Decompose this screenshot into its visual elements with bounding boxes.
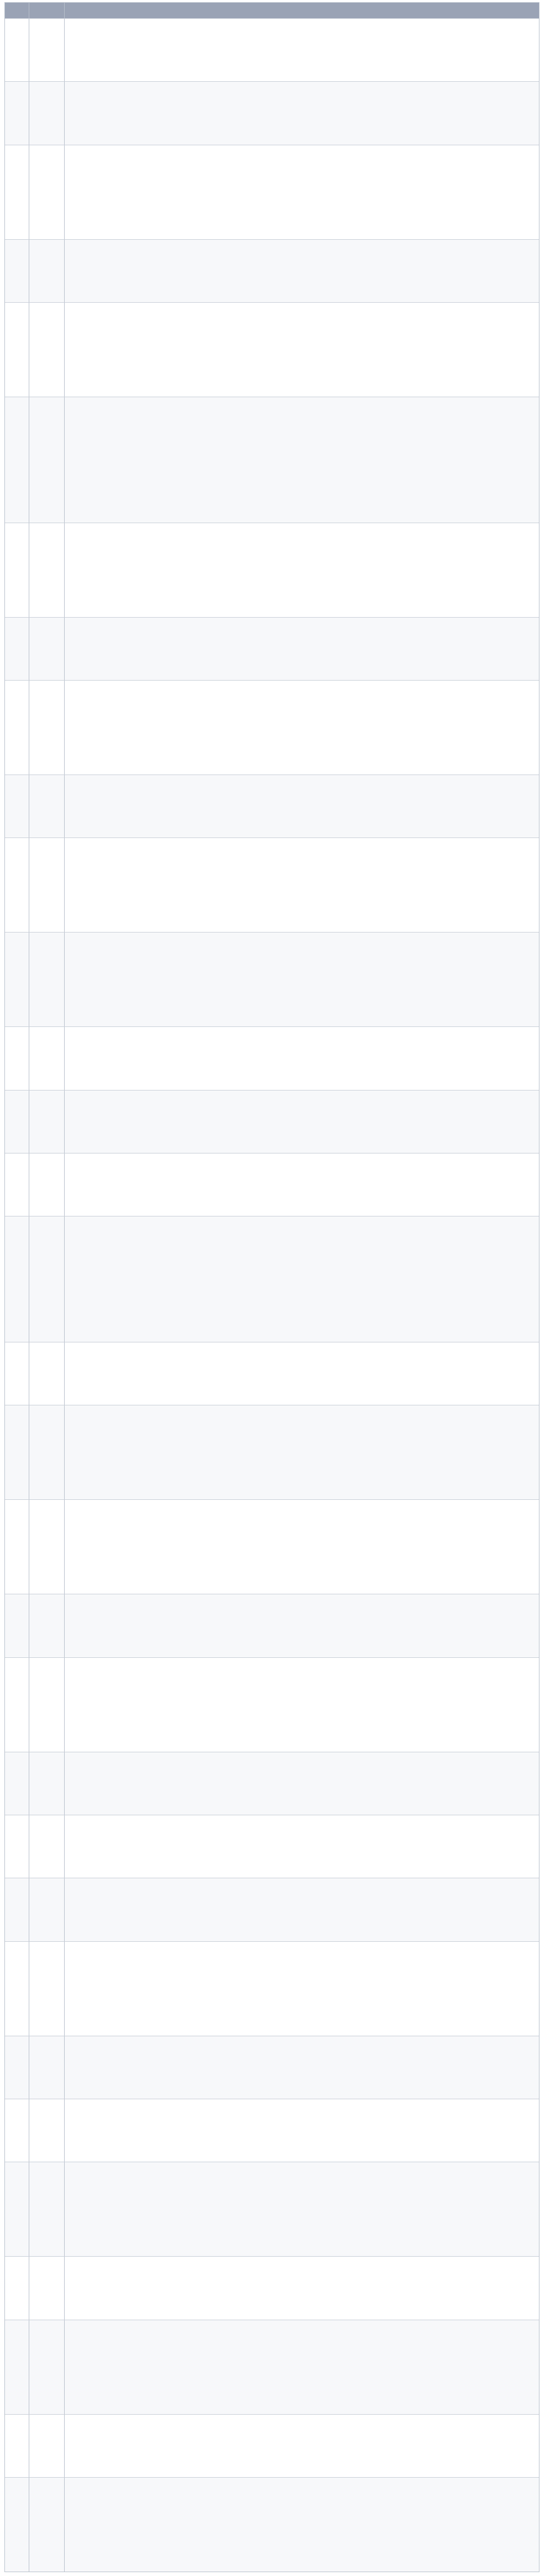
row-region xyxy=(29,2036,65,2099)
row-content xyxy=(65,1500,539,1594)
table-row xyxy=(5,932,539,1026)
row-date xyxy=(5,681,29,775)
header-date xyxy=(5,3,29,18)
row-date xyxy=(5,145,29,239)
row-date xyxy=(5,775,29,837)
table-row xyxy=(5,2162,539,2256)
row-region xyxy=(29,775,65,837)
row-content xyxy=(65,397,539,523)
row-content xyxy=(65,1091,539,1153)
table-row xyxy=(5,617,539,680)
row-region xyxy=(29,1942,65,2036)
row-region xyxy=(29,1878,65,1941)
row-content xyxy=(65,1942,539,2036)
table-row xyxy=(5,2099,539,2162)
row-content xyxy=(65,681,539,775)
row-content xyxy=(65,1594,539,1657)
row-content xyxy=(65,2257,539,2319)
row-date xyxy=(5,1752,29,1815)
row-date xyxy=(5,1878,29,1941)
table-row xyxy=(5,2036,539,2099)
table-row xyxy=(5,680,539,775)
row-date xyxy=(5,2099,29,2162)
row-content xyxy=(65,838,539,932)
row-date xyxy=(5,1815,29,1878)
row-region xyxy=(29,240,65,302)
row-date xyxy=(5,1500,29,1594)
row-content xyxy=(65,2099,539,2162)
row-date xyxy=(5,933,29,1026)
row-date xyxy=(5,1405,29,1499)
table-row xyxy=(5,2414,539,2477)
row-content xyxy=(65,303,539,397)
table-row xyxy=(5,1752,539,1815)
table-row xyxy=(5,2477,539,2572)
table-row xyxy=(5,81,539,144)
row-region xyxy=(29,2478,65,2572)
row-date xyxy=(5,303,29,397)
row-date xyxy=(5,838,29,932)
row-content xyxy=(65,1216,539,1342)
row-region xyxy=(29,618,65,680)
row-region xyxy=(29,1658,65,1752)
row-content xyxy=(65,523,539,617)
row-date xyxy=(5,1594,29,1657)
table-row xyxy=(5,397,539,523)
row-content xyxy=(65,82,539,144)
table-row xyxy=(5,2320,539,2414)
row-region xyxy=(29,1342,65,1405)
row-region xyxy=(29,838,65,932)
row-date xyxy=(5,2415,29,2477)
row-date xyxy=(5,19,29,81)
row-content xyxy=(65,1658,539,1752)
row-region xyxy=(29,1153,65,1216)
table-row xyxy=(5,1941,539,2036)
table-row xyxy=(5,1342,539,1405)
table-row xyxy=(5,302,539,397)
row-date xyxy=(5,2320,29,2414)
row-date xyxy=(5,1942,29,2036)
row-content xyxy=(65,1405,539,1499)
row-region xyxy=(29,303,65,397)
table-row xyxy=(5,1026,539,1089)
row-region xyxy=(29,397,65,523)
row-date xyxy=(5,240,29,302)
row-content xyxy=(65,775,539,837)
row-content xyxy=(65,2036,539,2099)
row-region xyxy=(29,2099,65,2162)
table-row xyxy=(5,1657,539,1752)
row-date xyxy=(5,1153,29,1216)
table-row xyxy=(5,1815,539,1878)
table-row xyxy=(5,239,539,302)
row-content xyxy=(65,618,539,680)
row-content xyxy=(65,2478,539,2572)
row-region xyxy=(29,145,65,239)
table-row xyxy=(5,775,539,837)
row-content xyxy=(65,1752,539,1815)
row-content xyxy=(65,2415,539,2477)
table-row xyxy=(5,1216,539,1342)
row-region xyxy=(29,2162,65,2256)
row-region xyxy=(29,2257,65,2319)
row-content xyxy=(65,240,539,302)
row-content xyxy=(65,19,539,81)
row-region xyxy=(29,681,65,775)
table-row xyxy=(5,1878,539,1941)
row-date xyxy=(5,523,29,617)
row-content xyxy=(65,1027,539,1089)
row-content xyxy=(65,1815,539,1878)
table-row xyxy=(5,523,539,617)
table-row xyxy=(5,1153,539,1216)
table-row xyxy=(5,1090,539,1153)
row-date xyxy=(5,2257,29,2319)
row-region xyxy=(29,2415,65,2477)
row-date xyxy=(5,1342,29,1405)
row-date xyxy=(5,2036,29,2099)
table-row xyxy=(5,145,539,239)
row-region xyxy=(29,2320,65,2414)
row-region xyxy=(29,1594,65,1657)
row-region xyxy=(29,1027,65,1089)
row-date xyxy=(5,82,29,144)
table-header xyxy=(5,3,539,18)
row-content xyxy=(65,1878,539,1941)
table-row xyxy=(5,837,539,932)
row-content xyxy=(65,1153,539,1216)
row-date xyxy=(5,2478,29,2572)
row-date xyxy=(5,618,29,680)
row-date xyxy=(5,397,29,523)
table-row xyxy=(5,18,539,81)
row-content xyxy=(65,2162,539,2256)
row-region xyxy=(29,1216,65,1342)
table-row xyxy=(5,1405,539,1499)
row-region xyxy=(29,1815,65,1878)
row-region xyxy=(29,1091,65,1153)
header-content xyxy=(65,3,539,18)
row-region xyxy=(29,1752,65,1815)
header-region xyxy=(29,3,65,18)
table-row xyxy=(5,2256,539,2319)
table-body xyxy=(5,18,539,2572)
row-date xyxy=(5,1658,29,1752)
row-date xyxy=(5,1027,29,1089)
row-date xyxy=(5,2162,29,2256)
row-date xyxy=(5,1091,29,1153)
row-region xyxy=(29,19,65,81)
row-content xyxy=(65,1342,539,1405)
row-region xyxy=(29,1405,65,1499)
row-region xyxy=(29,82,65,144)
table-row xyxy=(5,1499,539,1594)
row-region xyxy=(29,1500,65,1594)
row-content xyxy=(65,145,539,239)
row-content xyxy=(65,933,539,1026)
row-region xyxy=(29,933,65,1026)
row-date xyxy=(5,1216,29,1342)
row-content xyxy=(65,2320,539,2414)
policy-table xyxy=(4,2,539,2572)
row-region xyxy=(29,523,65,617)
table-row xyxy=(5,1594,539,1657)
